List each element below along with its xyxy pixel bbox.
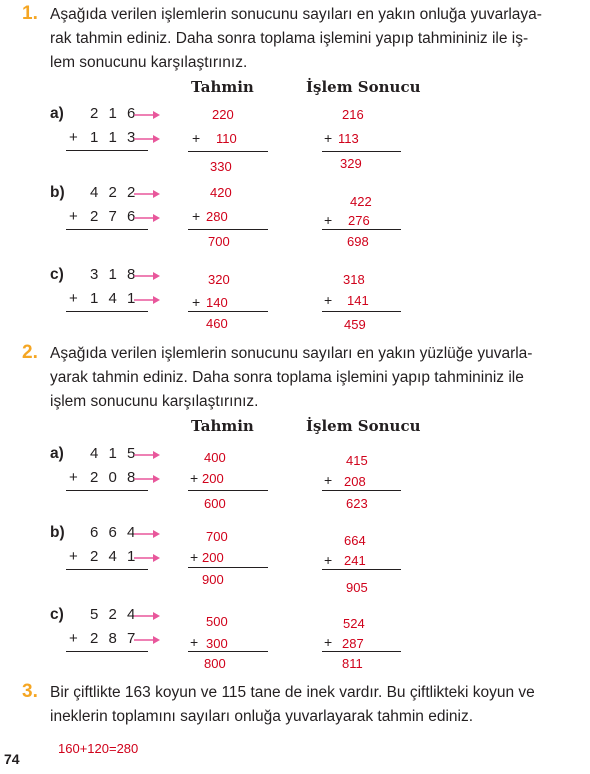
q2-c-result-sum-line (322, 651, 401, 652)
q1-c-bottom-number: 1 4 1 (90, 290, 139, 307)
q2-a-result-top: 415 (346, 453, 368, 468)
q1-b-plus-sign: + (69, 208, 78, 225)
q1-c-result-top: 318 (343, 272, 365, 287)
q2-a-top-number: 4 1 5 (90, 445, 139, 462)
q2-b-result-top: 664 (344, 533, 366, 548)
q2-a-estimate-sum-line (188, 490, 268, 491)
question-2-text-line-1: Aşağıda verilen işlemlerin sonucunu sayıları en yakın yüzlüğe yuvarla- (50, 345, 533, 362)
q2-a-label: a) (50, 445, 64, 462)
q1-c-result-sum: 459 (344, 317, 366, 332)
q2-c-label: c) (50, 606, 64, 623)
q1-b-result-plus-sign: + (324, 212, 333, 228)
q2-b-plus-sign: + (69, 548, 78, 565)
q2-a-estimate-sum: 600 (204, 496, 226, 511)
q1-b-top-number: 4 2 2 (90, 184, 139, 201)
q2-a-sum-line (66, 490, 148, 491)
q1-a-estimate-plus-sign: + (192, 130, 201, 146)
q2-c-result-bottom: 287 (342, 636, 364, 651)
q2-b-label: b) (50, 524, 65, 541)
arrow-right-icon (134, 271, 160, 281)
q1-a-result-sum: 329 (340, 156, 362, 171)
question-3-number: 3. (22, 681, 38, 702)
q1-b-result-sum-line (322, 229, 401, 230)
q2-c-bottom-number: 2 8 7 (90, 630, 139, 647)
arrow-right-icon (134, 474, 160, 484)
q1-a-bottom-number: 1 1 3 (90, 129, 139, 146)
arrow-right-icon (134, 213, 160, 223)
q1-b-result-bottom: 276 (348, 213, 370, 228)
q1-b-result-sum: 698 (347, 234, 369, 249)
q2-c-estimate-plus-sign: + (190, 634, 199, 650)
arrow-right-icon (134, 529, 160, 539)
q1-c-plus-sign: + (69, 290, 78, 307)
q2-c-result-sum: 811 (342, 656, 363, 671)
q1-b-label: b) (50, 184, 65, 201)
q1-c-estimate-bottom: 140 (206, 295, 228, 310)
q1-a-plus-sign: + (69, 129, 78, 146)
question-1-text-line-3: lem sonucunu karşılaştırınız. (50, 54, 248, 71)
q2-c-estimate-bottom: 300 (206, 636, 228, 651)
q1-a-estimate-sum-line (188, 151, 268, 152)
q1-c-result-plus-sign: + (324, 292, 333, 308)
arrow-right-icon (134, 635, 160, 645)
question-1-number: 1. (22, 3, 38, 24)
q2-b-bottom-number: 2 4 1 (90, 548, 139, 565)
q2-a-estimate-bottom: 200 (202, 471, 224, 486)
q1-c-estimate-plus-sign: + (192, 294, 201, 310)
arrow-right-icon (134, 450, 160, 460)
q1-b-estimate-sum-line (188, 229, 268, 230)
page-number: 74 (4, 751, 20, 767)
q1-a-top-number: 2 1 6 (90, 105, 139, 122)
arrow-right-icon (134, 189, 160, 199)
question-1-text-line-2: rak tahmin ediniz. Daha sonra toplama işlemini yapıp tahmininiz ile iş- (50, 30, 529, 47)
q1-a-result-top: 216 (342, 107, 364, 122)
q1-c-estimate-top: 320 (208, 272, 230, 287)
q1-b-result-top: 422 (350, 194, 372, 209)
q2-c-top-number: 5 2 4 (90, 606, 139, 623)
q2-c-estimate-sum-line (188, 651, 268, 652)
q2-c-result-top: 524 (343, 616, 365, 631)
q2-c-estimate-sum: 800 (204, 656, 226, 671)
arrow-right-icon (134, 295, 160, 305)
q1-c-label: c) (50, 266, 64, 283)
q1-a-estimate-top: 220 (212, 107, 234, 122)
q1-a-estimate-sum: 330 (210, 159, 232, 174)
question-3-text-line-2: ineklerin toplamını sayıları onluğa yuvarlayarak tahmin ediniz. (50, 708, 474, 725)
q2-a-result-bottom: 208 (344, 474, 366, 489)
q2-b-sum-line (66, 569, 148, 570)
q2-b-result-plus-sign: + (324, 552, 333, 568)
q2-b-estimate-sum-line (188, 567, 268, 568)
q1-b-estimate-sum: 700 (208, 234, 230, 249)
q1-b-bottom-number: 2 7 6 (90, 208, 139, 225)
q2-c-estimate-top: 500 (206, 614, 228, 629)
question-2-number: 2. (22, 342, 38, 363)
q1-c-result-sum-line (322, 311, 401, 312)
question-1-header-result: İşlem Sonucu (306, 78, 421, 96)
q2-c-result-plus-sign: + (324, 634, 333, 650)
question-2-header-estimate: Tahmin (191, 417, 254, 435)
q1-b-estimate-top: 420 (210, 185, 232, 200)
question-3-answer: 160+120=280 (58, 741, 139, 756)
q2-b-estimate-plus-sign: + (190, 549, 199, 565)
question-2-text-line-2: yarak tahmin ediniz. Daha sonra toplama işlemini yapıp tahmininiz ile (50, 369, 524, 386)
q2-a-estimate-top: 400 (204, 450, 226, 465)
question-1-header-estimate: Tahmin (191, 78, 254, 96)
q2-a-result-plus-sign: + (324, 472, 333, 488)
question-2-text-line-3: işlem sonucunu karşılaştırınız. (50, 393, 259, 410)
q1-c-estimate-sum-line (188, 311, 268, 312)
q1-a-result-plus-sign: + (324, 130, 333, 146)
q1-a-label: a) (50, 105, 64, 122)
arrow-right-icon (134, 110, 160, 120)
q1-c-top-number: 3 1 8 (90, 266, 139, 283)
q2-a-plus-sign: + (69, 469, 78, 486)
q2-b-result-bottom: 241 (344, 553, 366, 568)
q1-c-sum-line (66, 311, 148, 312)
q2-b-estimate-sum: 900 (202, 572, 224, 587)
q2-a-estimate-plus-sign: + (190, 470, 199, 486)
q2-a-bottom-number: 2 0 8 (90, 469, 139, 486)
q2-a-result-sum: 623 (346, 496, 368, 511)
q2-b-top-number: 6 6 4 (90, 524, 139, 541)
arrow-right-icon (134, 553, 160, 563)
q1-a-estimate-bottom: 110 (216, 131, 237, 146)
q2-b-result-sum-line (322, 569, 401, 570)
q1-a-result-sum-line (322, 151, 401, 152)
q1-b-sum-line (66, 229, 148, 230)
arrow-right-icon (134, 134, 160, 144)
q2-b-estimate-bottom: 200 (202, 550, 224, 565)
question-2-header-result: İşlem Sonucu (306, 417, 421, 435)
q2-c-sum-line (66, 651, 148, 652)
q1-a-result-bottom: 113 (338, 131, 359, 146)
q1-a-sum-line (66, 150, 148, 151)
q1-c-result-bottom: 141 (347, 293, 369, 308)
q2-c-plus-sign: + (69, 630, 78, 647)
q1-b-estimate-bottom: 280 (206, 209, 228, 224)
q2-a-result-sum-line (322, 490, 401, 491)
q2-b-result-sum: 905 (346, 580, 368, 595)
q2-b-estimate-top: 700 (206, 529, 228, 544)
q1-c-estimate-sum: 460 (206, 316, 228, 331)
q1-b-estimate-plus-sign: + (192, 208, 201, 224)
question-1-text-line-1: Aşağıda verilen işlemlerin sonucunu sayıları en yakın onluğa yuvarlaya- (50, 6, 542, 23)
arrow-right-icon (134, 611, 160, 621)
question-3-text-line-1: Bir çiftlikte 163 koyun ve 115 tane de inek vardır. Bu çiftlikteki koyun ve (50, 684, 535, 701)
